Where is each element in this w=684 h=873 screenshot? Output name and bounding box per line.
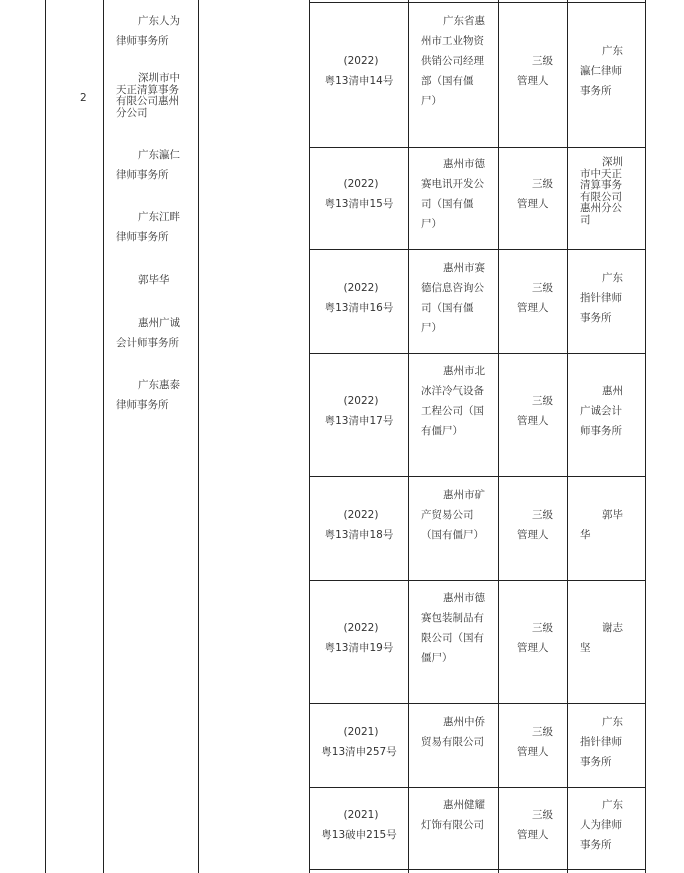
case-code: 粤13清申14号 [324,75,394,87]
case-code: 粤13清申17号 [324,415,394,427]
firm-item: 广东江畔律师事务所 [116,211,180,243]
row-divider [309,869,646,870]
column-divider [567,0,568,873]
case-code: 粤13清申18号 [324,529,394,541]
firm-item: 惠州广诚会计师事务所 [116,317,180,349]
manager-name: 郭毕华 [580,509,623,541]
manager-level: 三级 管理人 [517,282,553,314]
company-name: 惠州市北冰洋冷气设备工程公司（国有僵尸） [421,365,485,437]
firm-item: 广东瀛仁律师事务所 [116,149,180,181]
firm-item: 深圳市中天正清算事务有限公司惠州分公司 [116,72,180,119]
manager-level: 三级 管理人 [517,178,553,210]
column-divider [103,0,104,873]
case-number [311,278,407,318]
column-divider [309,0,310,873]
manager-level: 三级 管理人 [517,726,553,758]
case-code: 粤13清申15号 [324,198,394,210]
case-code: 粤13清申16号 [324,302,394,314]
row-divider [309,476,646,477]
case-year: (2022) [343,282,379,294]
manager-name: 广东指针律师事务所 [580,272,623,324]
case-code: 粤13破申215号 [321,829,397,841]
case-year: (2021) [343,809,379,821]
row-divider [309,580,646,581]
case-number [311,174,407,214]
company-name: 惠州市赛德信息咨询公司（国有僵尸） [421,262,485,334]
firm-item: 广东惠泰律师事务所 [116,379,180,411]
column-divider [498,0,499,873]
manager-level: 三级 管理人 [517,509,553,541]
row-divider [309,353,646,354]
case-year: (2022) [343,395,379,407]
manager-name: 谢志坚 [580,622,623,654]
manager-name: 广东指针律师事务所 [580,716,623,768]
row-divider [309,787,646,788]
case-number [311,722,407,762]
firm-item: 郭毕华 [138,274,170,286]
firm-item: 广东人为律师事务所 [116,15,180,47]
case-year: (2022) [343,622,379,634]
company-name: 惠州中侨贸易有限公司 [421,716,485,748]
table-border-left [45,0,46,873]
row-divider [309,703,646,704]
case-year: (2022) [343,509,379,521]
company-name: 惠州市矿产贸易公司（国有僵尸） [421,489,485,541]
manager-level: 三级 管理人 [517,395,553,427]
manager-level: 三级 管理人 [517,809,553,841]
case-year: (2022) [343,55,379,67]
company-name: 惠州市德赛包装制品有限公司（国有僵尸） [421,592,485,664]
manager-level: 三级 管理人 [517,55,553,87]
manager-name: 广东瀛仁律师事务所 [580,45,623,97]
case-number [311,391,407,431]
table-border-right [645,0,646,873]
manager-name: 惠州广诚会计师事务所 [580,385,623,437]
case-year: (2021) [343,726,379,738]
row-divider [309,147,646,148]
case-year: (2022) [343,178,379,190]
case-number [311,618,407,658]
company-name: 广东省惠州市工业物资供销公司经理部（国有僵尸） [421,15,485,107]
sequence-number: 2 [80,92,87,104]
company-name: 惠州健耀灯饰有限公司 [421,799,485,831]
case-number [311,51,407,91]
manager-name: 深圳市中天正清算事务有限公司惠州分公司 [580,156,623,226]
case-code: 粤13清申257号 [321,746,397,758]
case-number [311,805,407,845]
case-code: 粤13清申19号 [324,642,394,654]
column-divider [408,0,409,873]
manager-name: 广东人为律师事务所 [580,799,623,851]
row-divider [309,2,646,3]
column-divider [198,0,199,873]
company-name: 惠州市德赛电讯开发公司（国有僵尸） [421,158,485,230]
case-number [311,505,407,545]
row-divider [309,249,646,250]
manager-level: 三级 管理人 [517,622,553,654]
